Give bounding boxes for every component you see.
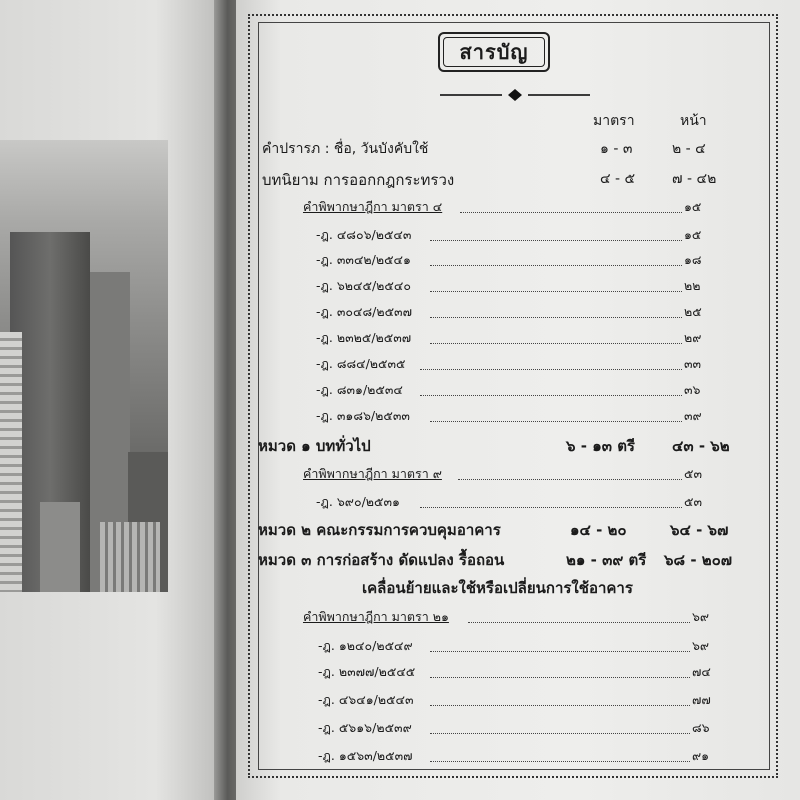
toc-leader [430, 733, 690, 734]
toc-row-page: ๒๙ [684, 330, 702, 345]
toc-row-label: คำพิพากษาฎีกา มาตรา ๔ [303, 199, 443, 214]
toc-row-page: ๖๘ - ๒๐๗ [664, 551, 733, 569]
toc-row-label: บทนิยาม การออกกฎกระทรวง [262, 171, 455, 189]
toc-row-label: -ฎ. ๓๑๘๖/๒๕๓๓ [316, 408, 410, 423]
toc-leader [420, 369, 682, 370]
toc-row-label: -ฎ. ๔๘๐๖/๒๕๔๓ [316, 227, 412, 242]
toc-row-section: ๖ - ๑๓ ตรี [566, 437, 635, 455]
toc-row-label: -ฎ. ๕๖๑๖/๒๕๓๙ [318, 720, 412, 735]
toc-row-section: ๔ - ๕ [600, 171, 636, 187]
toc-row-label: คำพิพากษาฎีกา มาตรา ๙ [303, 466, 442, 481]
toc-chapter-label: หมวด ๒ คณะกรรมการควบคุมอาคาร [258, 521, 501, 539]
toc-row-page: ๖๔ - ๖๗ [670, 521, 729, 539]
page-title: สารบัญ [438, 32, 550, 72]
toc-leader [420, 395, 682, 396]
toc-row-label: -ฎ. ๓๓๔๒/๒๕๔๑ [316, 252, 411, 267]
toc-row-label: -ฎ. ๖๒๔๕/๒๕๔๐ [316, 278, 411, 293]
toc-leader [430, 677, 690, 678]
toc-row-page: ๗ - ๔๒ [672, 171, 717, 187]
toc-row-label: คำพิพากษาฎีกา มาตรา ๒๑ [303, 609, 449, 624]
toc-leader [430, 317, 682, 318]
toc-row-section: ๑ - ๓ [600, 141, 633, 157]
toc-row-page: ๖๙ [692, 638, 710, 653]
toc-chapter-continuation: เคลื่อนย้ายและใช้หรือเปลี่ยนการใช้อาคาร [362, 579, 633, 597]
toc-row-section: ๑๔ - ๒๐ [570, 521, 627, 539]
toc-leader [430, 240, 682, 241]
toc-leader [430, 761, 690, 762]
toc-row-page: ๔๓ - ๖๒ [672, 437, 730, 455]
toc-row-page: ๕๓ [684, 466, 703, 481]
toc-chapter-label: หมวด ๑ บททั่วไป [258, 437, 371, 455]
building-photo [0, 140, 168, 592]
toc-leader [430, 705, 690, 706]
toc-row-page: ๓๖ [684, 382, 701, 397]
toc-row-label: -ฎ. ๘๘๔/๒๕๓๕ [316, 356, 406, 371]
toc-row-label: -ฎ. ๘๓๑/๒๕๓๔ [316, 382, 403, 397]
toc-leader [458, 479, 682, 480]
toc-chapter-label: หมวด ๓ การก่อสร้าง ดัดแปลง รื้อถอน [258, 551, 505, 569]
toc-row-label: -ฎ. ๑๕๖๓/๒๕๓๗ [318, 748, 413, 763]
toc-row-page: ๑๕ [684, 199, 702, 214]
toc-row-page: ๖๙ [692, 609, 710, 624]
section-header: มาตรา [593, 113, 635, 129]
toc-row-page: ๓๙ [684, 408, 702, 423]
toc-row-label: -ฎ. ๒๓๒๕/๒๕๓๗ [316, 330, 412, 345]
toc-row-label: -ฎ. ๑๒๔๐/๒๕๔๙ [318, 638, 413, 653]
toc-row-page: ๗๗ [692, 692, 711, 707]
toc-row-page: ๕๓ [684, 494, 703, 509]
toc-row-label: -ฎ. ๓๐๔๘/๒๕๓๗ [316, 304, 412, 319]
page-header: หน้า [680, 113, 707, 129]
toc-leader [430, 651, 690, 652]
left-page [0, 0, 222, 800]
toc-row-page: ๙๑ [692, 748, 710, 763]
toc-leader [430, 421, 682, 422]
toc-row-page: ๒๕ [684, 304, 702, 319]
toc-row-label: -ฎ. ๒๓๗๗/๒๕๔๕ [318, 664, 416, 679]
toc-row-page: ๒ - ๔ [672, 141, 706, 157]
toc-row-page: ๑๘ [684, 252, 702, 267]
toc-row-label: -ฎ. ๖๙๐/๒๕๓๑ [316, 494, 400, 509]
toc-leader [420, 507, 682, 508]
divider-ornament [440, 88, 590, 102]
toc-row-page: ๘๖ [692, 720, 710, 735]
toc-row-page: ๑๕ [684, 227, 702, 242]
toc-row-page: ๓๓ [684, 356, 702, 371]
toc-row-label: คำปรารภ : ชื่อ, วันบังคับใช้ [262, 141, 429, 157]
toc-row-page: ๗๔ [692, 664, 711, 679]
toc-leader [430, 291, 682, 292]
toc-leader [430, 265, 682, 266]
toc-leader [468, 622, 690, 623]
toc-row-section: ๒๑ - ๓๙ ตรี [566, 551, 647, 569]
toc-row-label: -ฎ. ๔๖๔๑/๒๕๔๓ [318, 692, 414, 707]
toc-row-page: ๒๒ [684, 278, 701, 293]
toc-leader [460, 212, 682, 213]
toc-leader [430, 343, 682, 344]
